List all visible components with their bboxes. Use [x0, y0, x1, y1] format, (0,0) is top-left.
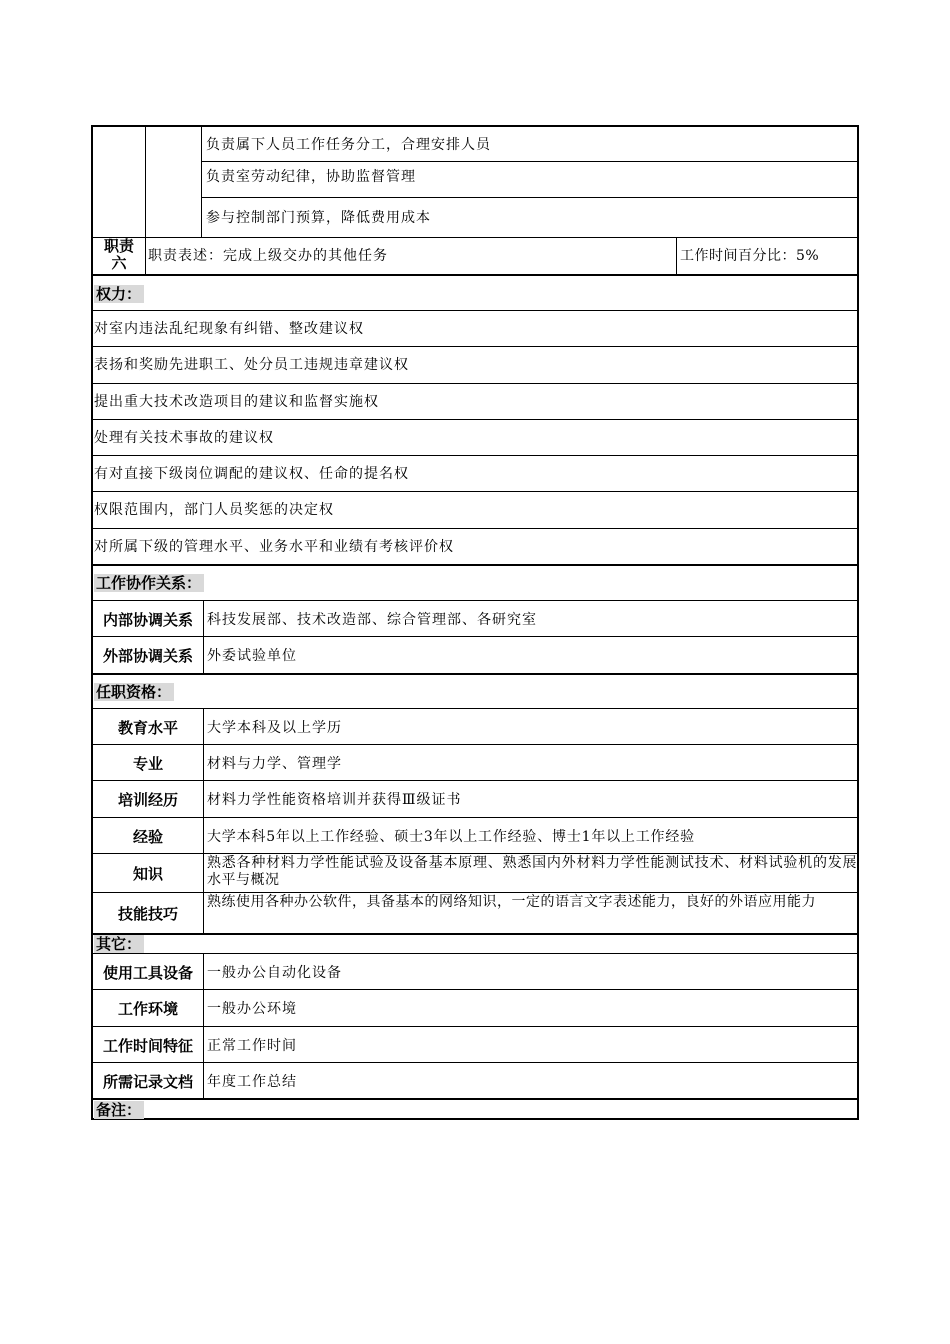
qualification-label: 专业	[132, 755, 163, 773]
authority-item: 提出重大技术改造项目的建议和监督实施权	[94, 394, 379, 410]
remarks-section-title: 备注：	[94, 1101, 144, 1119]
other-value: 年度工作总结	[207, 1074, 297, 1090]
qualification-label: 知识	[132, 865, 163, 883]
authority-section-title: 权力：	[94, 285, 144, 303]
qualification-value: 材料与力学、管理学	[207, 756, 342, 772]
qualification-label: 经验	[132, 828, 163, 846]
qualification-value: 大学本科及以上学历	[207, 720, 342, 736]
relation-label: 内部协调关系	[102, 611, 193, 629]
relations-section-title: 工作协作关系：	[94, 574, 204, 592]
authority-item: 对所属下级的管理水平、业务水平和业绩有考核评价权	[94, 539, 454, 555]
qualification-label: 教育水平	[117, 719, 178, 737]
qualifications-section-title: 任职资格：	[94, 683, 174, 701]
qualification-value: 材料力学性能资格培训并获得Ⅲ级证书	[207, 792, 462, 808]
relation-value: 科技发展部、技术改造部、综合管理部、各研究室	[207, 612, 537, 628]
qualification-value: 熟悉各种材料力学性能试验及设备基本原理、熟悉国内外材料力学性能测试技术、材料试验机的发展水平与概况	[207, 855, 857, 888]
other-value: 一般办公自动化设备	[207, 965, 342, 981]
other-label: 所需记录文档	[102, 1073, 193, 1091]
relation-value: 外委试验单位	[207, 648, 297, 664]
duty-item: 负责室劳动纪律，协助监督管理	[206, 169, 416, 185]
other-label: 使用工具设备	[102, 964, 193, 982]
authority-item: 处理有关技术事故的建议权	[94, 430, 274, 446]
duty-item: 参与控制部门预算，降低费用成本	[206, 210, 431, 226]
relation-label: 外部协调关系	[102, 647, 193, 665]
authority-item: 权限范围内，部门人员奖惩的决定权	[94, 502, 334, 518]
qualification-label: 技能技巧	[117, 905, 178, 923]
qualification-value: 熟练使用各种办公软件，具备基本的网络知识，一定的语言文字表述能力，良好的外语应用能力	[207, 894, 816, 910]
duty-six-label: 职责 六	[103, 237, 134, 272]
duty-six-time-percent: 工作时间百分比：5%	[680, 248, 820, 264]
other-section-title: 其它：	[94, 935, 144, 953]
other-value: 正常工作时间	[207, 1038, 297, 1054]
authority-item: 有对直接下级岗位调配的建议权、任命的提名权	[94, 466, 409, 482]
duty-item: 负责属下人员工作任务分工，合理安排人员	[206, 137, 491, 153]
duty-six-description: 职责表述：完成上级交办的其他任务	[148, 248, 388, 264]
other-label: 工作时间特征	[102, 1037, 193, 1055]
job-description-table	[91, 125, 859, 1120]
qualification-value: 大学本科5年以上工作经验、硕士3年以上工作经验、博士1年以上工作经验	[207, 829, 695, 845]
authority-item: 对室内违法乱纪现象有纠错、整改建议权	[94, 321, 364, 337]
other-value: 一般办公环境	[207, 1001, 297, 1017]
authority-item: 表扬和奖励先进职工、处分员工违规违章建议权	[94, 357, 409, 373]
qualification-label: 培训经历	[117, 791, 178, 809]
other-label: 工作环境	[117, 1000, 178, 1018]
